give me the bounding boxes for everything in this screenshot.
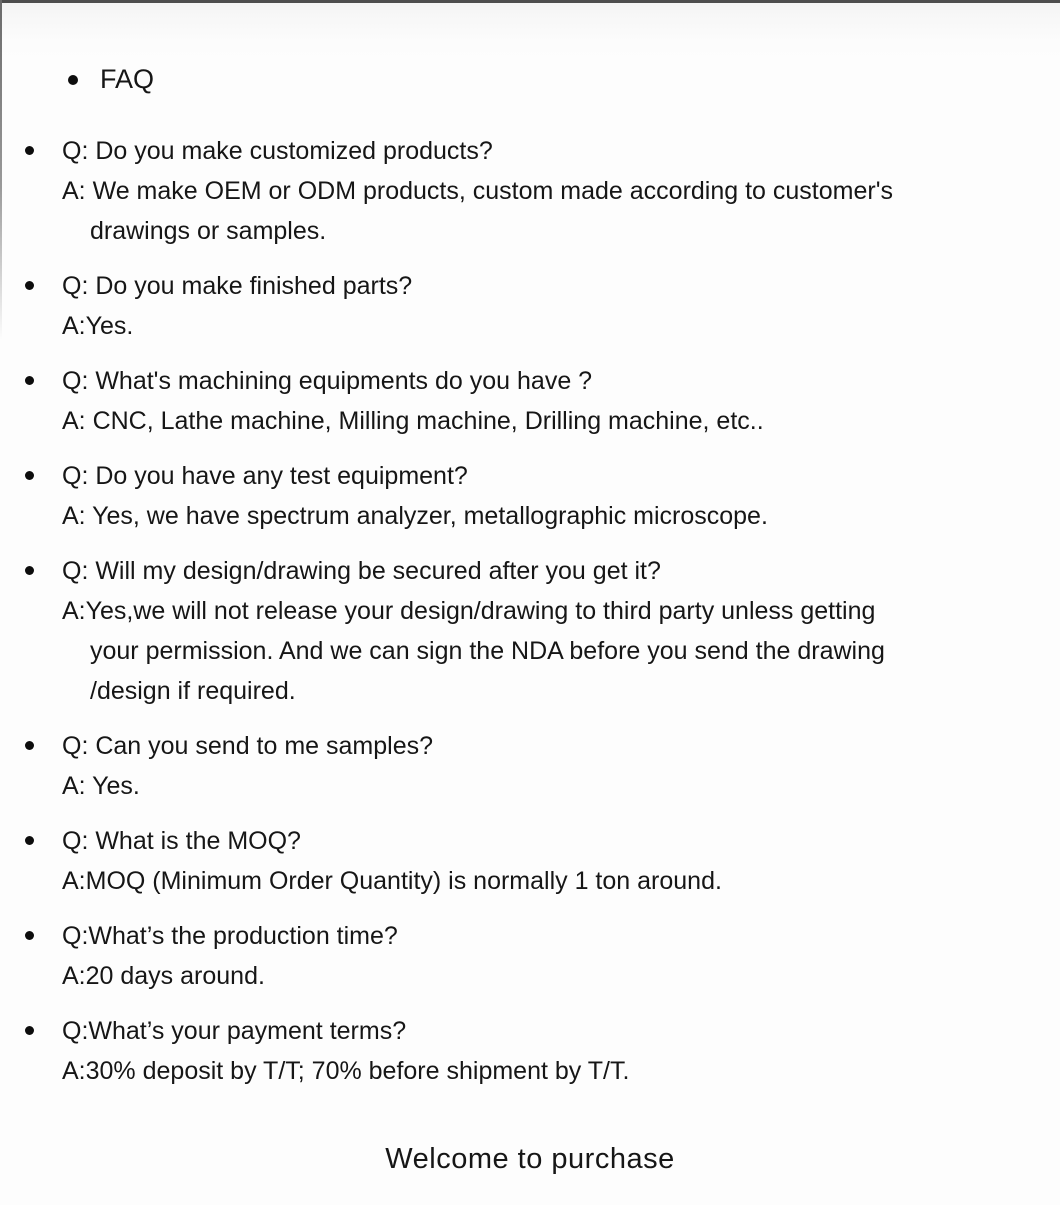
question-text: Q: Will my design/drawing be secured after you get it?: [62, 557, 661, 585]
question-text: Q:What’s your payment terms?: [62, 1017, 407, 1045]
answer-text: A: Yes.: [62, 772, 140, 800]
faq-heading: [0, 0, 1060, 95]
left-border-line: [0, 0, 2, 340]
bullet-icon: [25, 281, 34, 290]
answer-text: your permission. And we can sign the NDA before you send the drawing: [90, 637, 885, 665]
faq-item: [0, 456, 1060, 536]
faq-item: [0, 726, 1060, 806]
answer-text: A:Yes,we will not release your design/drawing to third party unless getting: [62, 597, 876, 625]
faq-item: [0, 1011, 1060, 1091]
faq-list: [0, 131, 1060, 1091]
question-text: Q: Can you send to me samples?: [62, 732, 434, 760]
bullet-icon: [25, 741, 34, 750]
bullet-icon: [25, 376, 34, 385]
question-text: Q: Do you make customized products?: [62, 137, 493, 165]
faq-heading-label: FAQ: [100, 64, 155, 94]
qa-block: [62, 266, 1040, 346]
faq-item: [0, 821, 1060, 901]
faq-item: [0, 266, 1060, 346]
bullet-icon: [25, 836, 34, 845]
qa-block: [62, 551, 1040, 711]
top-border-line: [0, 0, 1060, 3]
answer-text: A:30% deposit by T/T; 70% before shipment by T/T.: [62, 1057, 630, 1085]
question-text: Q:What’s the production time?: [62, 922, 398, 950]
bullet-icon: [25, 566, 34, 575]
qa-block: [62, 131, 1040, 251]
qa-block: [62, 1011, 1040, 1091]
faq-item: [0, 131, 1060, 251]
answer-text: A: We make OEM or ODM products, custom made according to customer's: [62, 177, 893, 205]
footer-text: Welcome to purchase: [385, 1143, 675, 1175]
qa-block: [62, 361, 1040, 441]
answer-text: A: CNC, Lathe machine, Milling machine, Drilling machine, etc..: [62, 407, 764, 435]
bullet-icon: [25, 1026, 34, 1035]
bullet-icon: [25, 146, 34, 155]
answer-text: A:20 days around.: [62, 962, 265, 990]
bullet-icon: [25, 931, 34, 940]
question-text: Q: What's machining equipments do you have ?: [62, 367, 593, 395]
bullet-icon: [68, 75, 78, 85]
answer-text: A:Yes.: [62, 312, 134, 340]
faq-item: [0, 551, 1060, 711]
question-text: Q: What is the MOQ?: [62, 827, 301, 855]
faq-item: [0, 916, 1060, 996]
qa-block: [62, 821, 1040, 901]
qa-block: [62, 916, 1040, 996]
bullet-icon: [25, 471, 34, 480]
answer-text: A:MOQ (Minimum Order Quantity) is normally 1 ton around.: [62, 867, 722, 895]
faq-item: [0, 361, 1060, 441]
qa-block: [62, 726, 1040, 806]
answer-text: /design if required.: [90, 677, 296, 705]
qa-block: [62, 456, 1040, 536]
answer-text: drawings or samples.: [90, 217, 327, 245]
question-text: Q: Do you have any test equipment?: [62, 462, 468, 490]
answer-text: A: Yes, we have spectrum analyzer, metallographic microscope.: [62, 502, 768, 530]
question-text: Q: Do you make finished parts?: [62, 272, 413, 300]
